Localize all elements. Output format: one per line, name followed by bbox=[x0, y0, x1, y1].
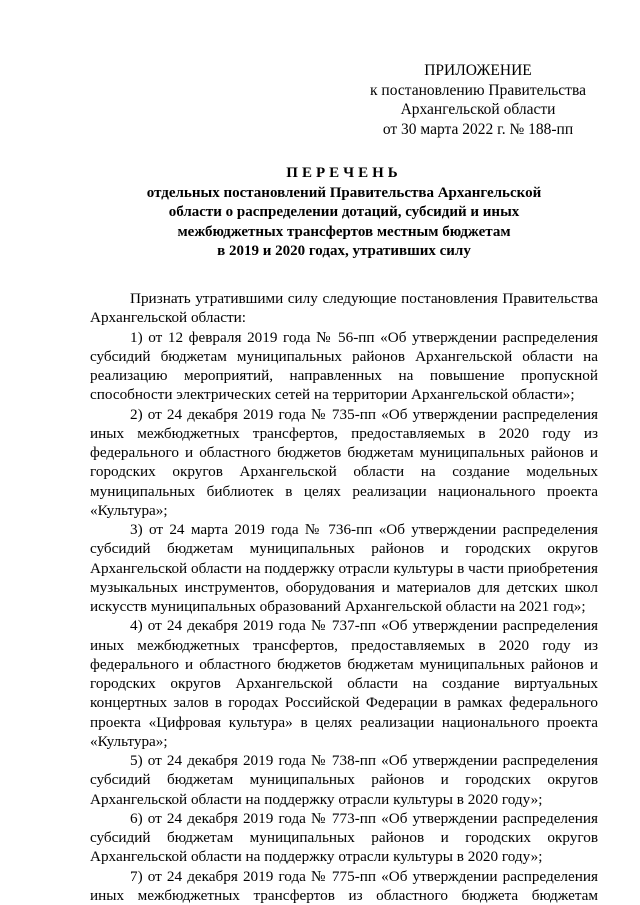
list-item-3: 3) от 24 марта 2019 года № 736-пп «Об утверждении распределения субсидий бюджетам муниципальных районов и городских округов Архангельской области на поддержку отрасли культуры в части приобретения музыкальных инструментов, оборудования и материалов для детских школ искусств муниципальных образований Архангельской области на 2021 год»; bbox=[90, 521, 598, 615]
heading-line-4: в 2019 и 2020 годах, утративших силу bbox=[217, 243, 471, 260]
document-body bbox=[90, 289, 598, 905]
appendix-block bbox=[362, 61, 594, 139]
list-item-7: 7) от 24 декабря 2019 года № 775-пп «Об утверждении распределения иных межбюджетных трансфертов из областного бюджета бюджетам bbox=[90, 867, 598, 904]
list-item-2: 2) от 24 декабря 2019 года № 735-пп «Об утверждении распределения иных межбюджетных трансфертов, предоставляемых в 2020 году из федерального и областного бюджетов бюджетам муниципальных районов и городских округов Архангельской области на создание модельных муниципальных библиотек в целях реализации национального проекта «Культура»; bbox=[90, 405, 598, 519]
heading-title: ПЕРЕЧЕНЬ bbox=[286, 165, 402, 181]
heading-line-3: межбюджетных трансфертов местным бюджетам bbox=[177, 223, 511, 240]
appendix-title: ПРИЛОЖЕНИЕ bbox=[424, 62, 532, 79]
list-item-6: 6) от 24 декабря 2019 года № 773-пп «Об утверждении распределения субсидий бюджетам муниципальных районов и городских округов Архангельской области на поддержку отрасли культуры в 2020 году»; bbox=[90, 809, 598, 866]
list-item-4: 4) от 24 декабря 2019 года № 737-пп «Об утверждении распределения иных межбюджетных трансфертов, предоставляемых в 2020 году из федерального и областного бюджетов бюджетам муниципальных районов и городских округов Архангельской области на создание виртуальных концертных залов в городах Российской Федерации в рамках федерального проекта «Цифровая культура» в целях реализации национального проекта «Культура»; bbox=[90, 617, 598, 750]
heading-line-2: области о распределении дотаций, субсидий и иных bbox=[168, 204, 520, 221]
list-item-1: 1) от 12 февраля 2019 года № 56-пп «Об утверждении распределения субсидий бюджетам муниципальных районов Архангельской области на реализацию мероприятий, направленных на повышение пропускной способности электрических сетей на территории Архангельской области»; bbox=[90, 328, 598, 404]
appendix-line-1: к постановлению Правительства bbox=[370, 81, 586, 99]
appendix-line-2: Архангельской области bbox=[400, 101, 556, 118]
intro-paragraph: Признать утратившими силу следующие постановления Правительства Архангельской области: bbox=[90, 290, 598, 327]
document-heading bbox=[90, 164, 598, 262]
heading-line-1: отдельных постановлений Правительства Архангельской bbox=[146, 184, 542, 201]
appendix-line-3: от 30 марта 2022 г. № 188-пп bbox=[382, 120, 574, 138]
list-item-5: 5) от 24 декабря 2019 года № 738-пп «Об утверждении распределения субсидий бюджетам муниципальных районов и городских округов Архангельской области на поддержку отрасли культуры в 2020 году»; bbox=[90, 752, 598, 808]
